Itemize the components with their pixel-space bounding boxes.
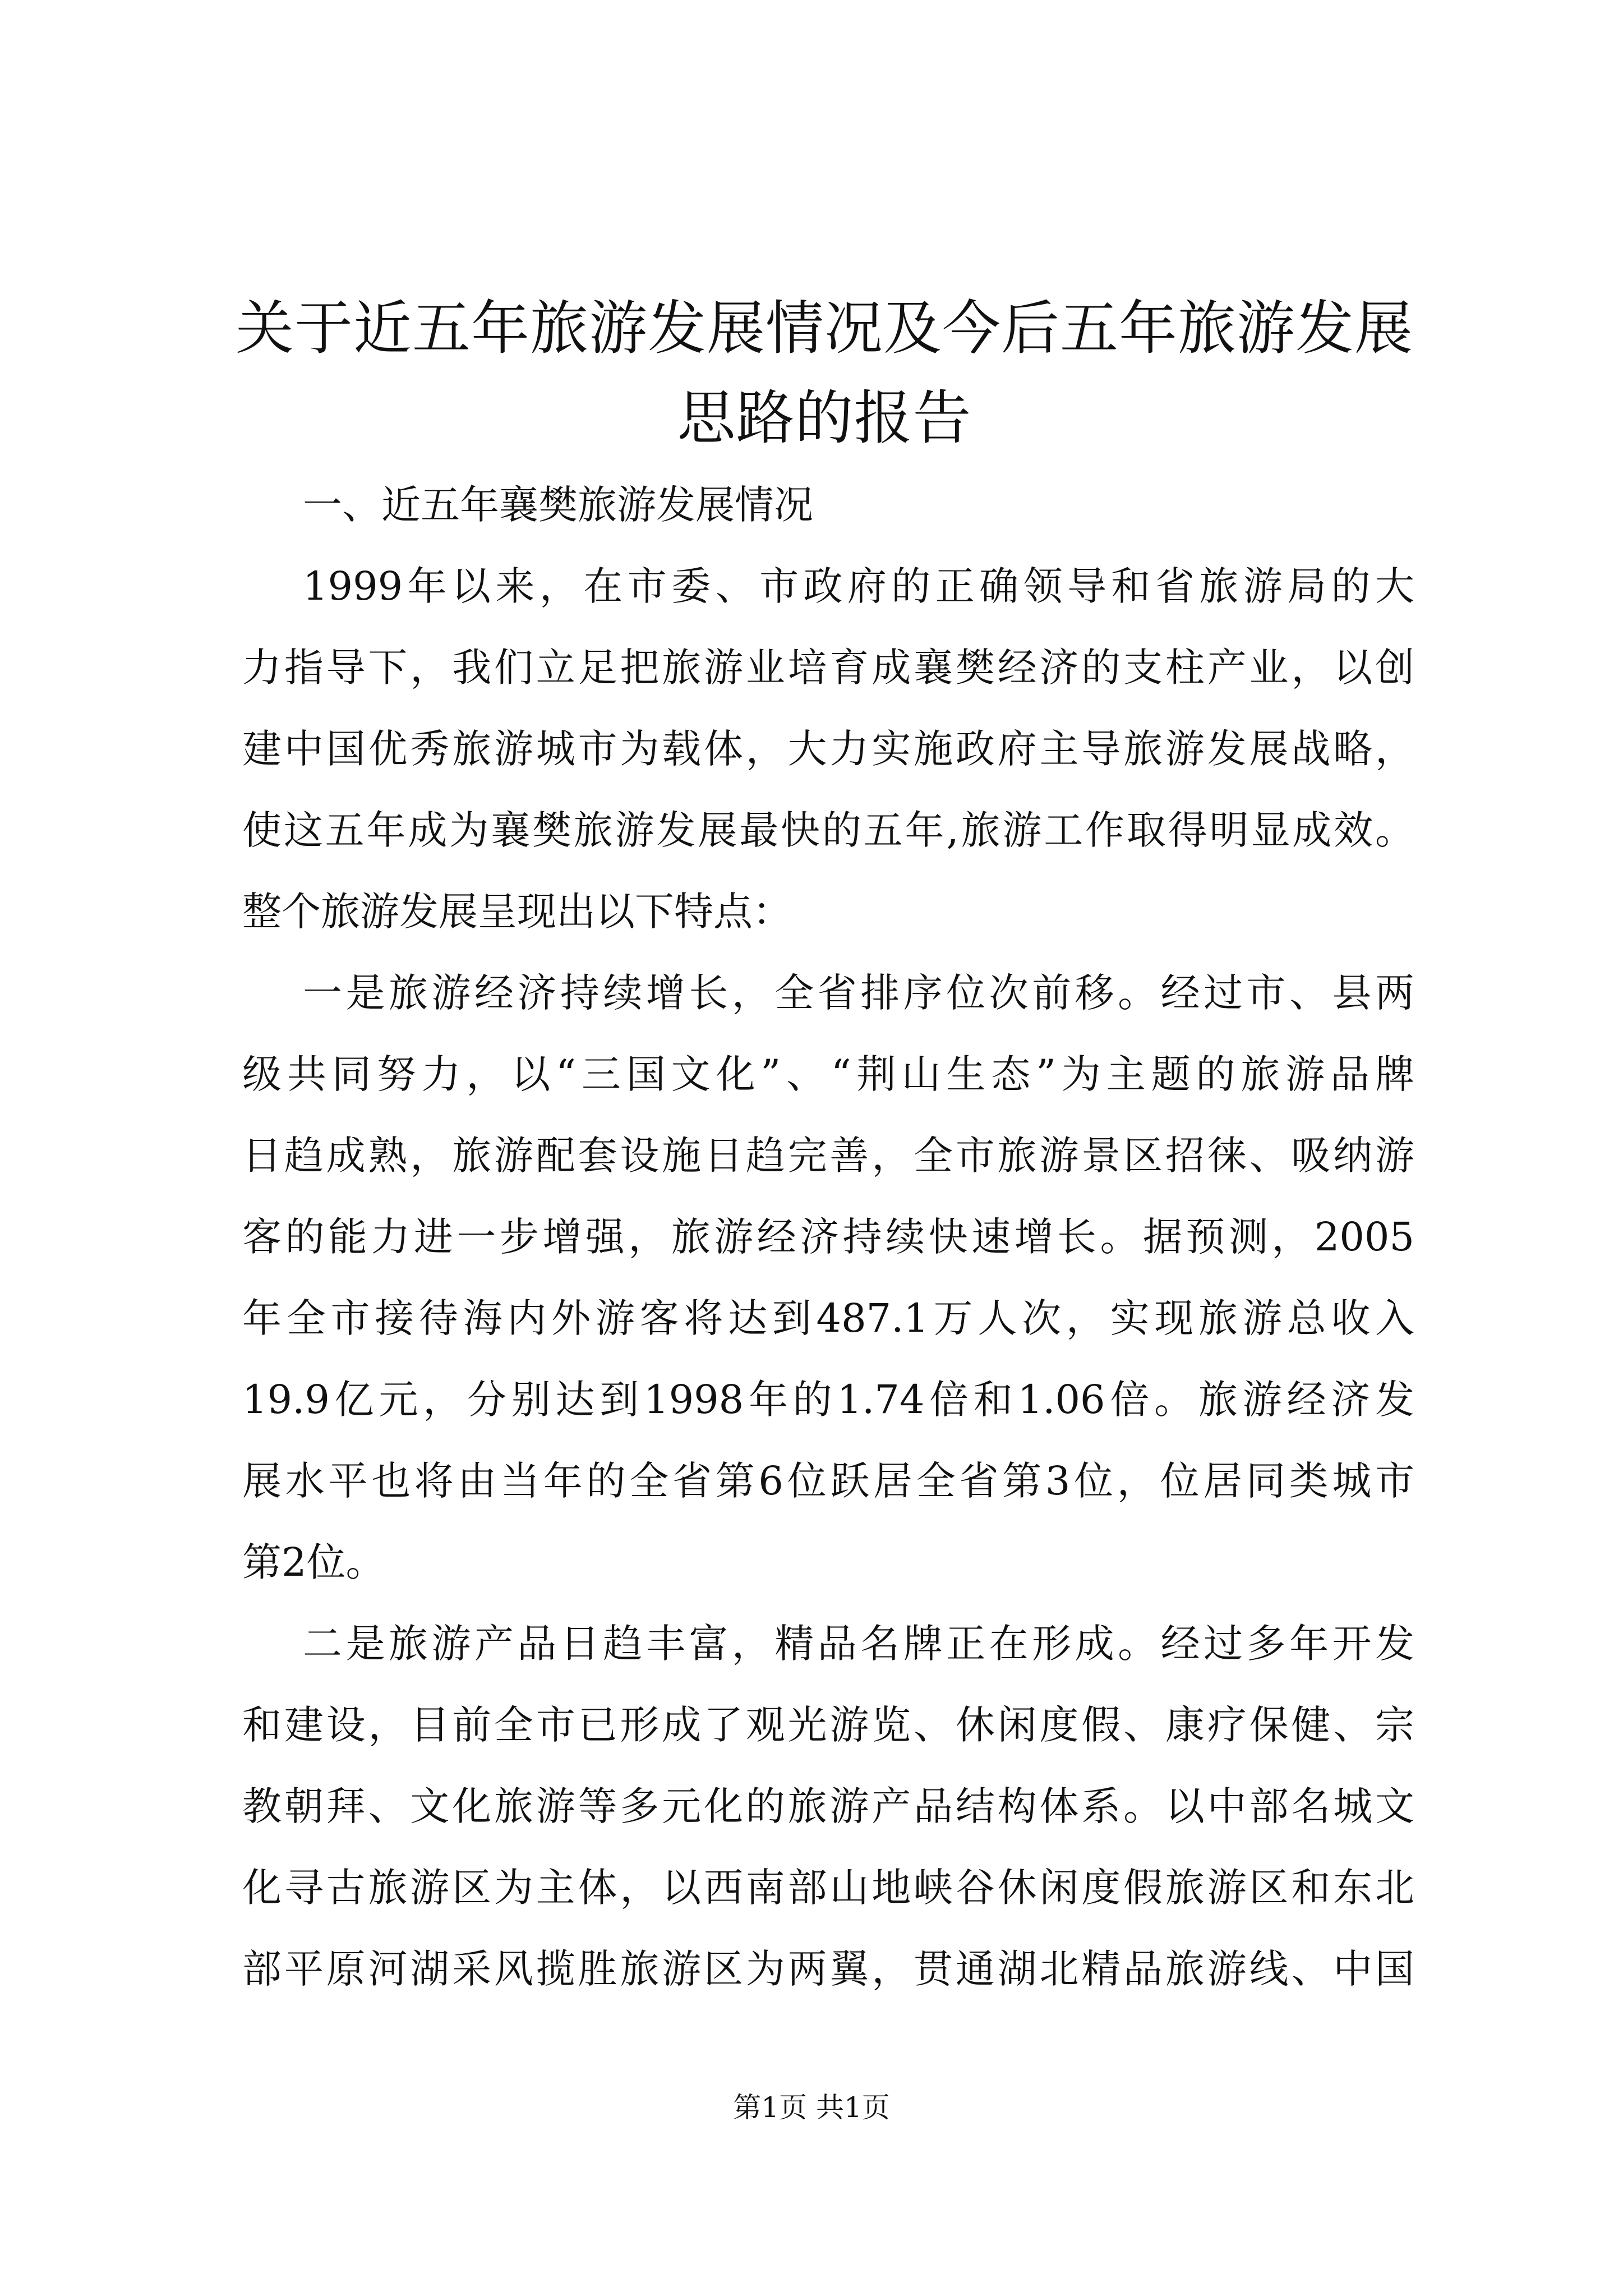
body-line: 二是旅游产品日趋丰富，精品名牌正在形成。经过多年开发: [303, 1621, 1414, 1667]
body-line: 展水平也将由当年的全省第6位跃居全省第3位，位居同类城市: [242, 1458, 1414, 1504]
section-heading: 一、近五年襄樊旅游发展情况: [303, 482, 813, 528]
body-line: 使这五年成为襄樊旅游发展最快的五年,旅游工作取得明显成效。: [242, 807, 1414, 853]
body-line: 和建设，目前全市已形成了观光游览、休闲度假、康疗保健、宗: [242, 1702, 1414, 1748]
document-title-line-1: 关于近五年旅游发展情况及今后五年旅游发展: [235, 294, 1413, 362]
body-line: 力指导下，我们立足把旅游业培育成襄樊经济的支柱产业，以创: [242, 645, 1414, 691]
body-line: 建中国优秀旅游城市为载体，大力实施政府主导旅游发展战略，: [242, 726, 1414, 772]
body-line: 级共同努力，以“三国文化”、“荆山生态”为主题的旅游品牌: [242, 1051, 1414, 1097]
page-number-footer: 第1页 共1页: [733, 2091, 890, 2124]
body-line: 年全市接待海内外游客将达到487.1万人次，实现旅游总收入: [242, 1295, 1414, 1341]
body-line: 一是旅游经济持续增长，全省排序位次前移。经过市、县两: [303, 970, 1414, 1016]
body-line: 日趋成熟，旅游配套设施日趋完善，全市旅游景区招徕、吸纳游: [242, 1133, 1414, 1179]
body-line: 整个旅游发展呈现出以下特点：: [242, 889, 792, 935]
body-line: 化寻古旅游区为主体，以西南部山地峡谷休闲度假旅游区和东北: [242, 1865, 1414, 1911]
body-line: 19.9亿元，分别达到1998年的1.74倍和1.06倍。旅游经济发: [242, 1377, 1414, 1423]
body-line: 客的能力进一步增强，旅游经济持续快速增长。据预测，2005: [242, 1214, 1414, 1260]
document-title-line-2: 思路的报告: [677, 384, 972, 452]
body-line: 第2位。: [242, 1539, 385, 1585]
body-line: 教朝拜、文化旅游等多元化的旅游产品结构体系。以中部名城文: [242, 1783, 1414, 1829]
body-line: 部平原河湖采风揽胜旅游区为两翼，贯通湖北精品旅游线、中国: [242, 1946, 1414, 1992]
body-line: 1999年以来，在市委、市政府的正确领导和省旅游局的大: [303, 563, 1414, 609]
